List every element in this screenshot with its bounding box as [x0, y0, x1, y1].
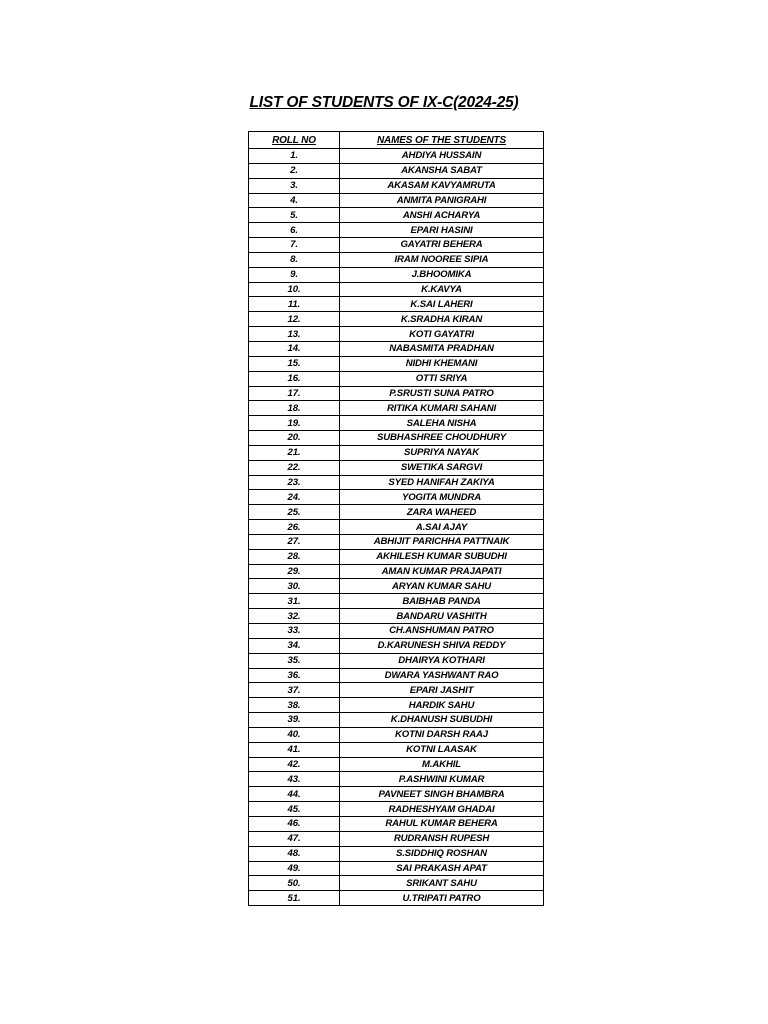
- table-row: [249, 416, 544, 431]
- table-header-row: [249, 132, 544, 149]
- table-row: [249, 149, 544, 164]
- roll-no-cell: 49.: [249, 861, 340, 876]
- student-name-cell: J.BHOOMIKA: [340, 267, 544, 282]
- table-row: [249, 267, 544, 282]
- student-name-cell: SAI PRAKASH APAT: [340, 861, 544, 876]
- roll-no-cell: 21.: [249, 445, 340, 460]
- student-name-cell: AHDIYA HUSSAIN: [340, 149, 544, 164]
- document-title: LIST OF STUDENTS OF IX-C(2024-25): [249, 94, 519, 111]
- student-name-cell: GAYATRI BEHERA: [340, 238, 544, 253]
- roll-no-cell: 10.: [249, 282, 340, 297]
- students-table-body: [249, 149, 544, 906]
- student-name-cell: KOTI GAYATRI: [340, 327, 544, 342]
- table-row: [249, 713, 544, 728]
- roll-no-cell: 33.: [249, 624, 340, 639]
- table-row: [249, 341, 544, 356]
- student-name-cell: YOGITA MUNDRA: [340, 490, 544, 505]
- student-name-cell: AMAN KUMAR PRAJAPATI: [340, 564, 544, 579]
- table-row: [249, 386, 544, 401]
- roll-no-cell: 12.: [249, 312, 340, 327]
- roll-no-cell: 13.: [249, 327, 340, 342]
- table-row: [249, 787, 544, 802]
- roll-no-cell: 26.: [249, 520, 340, 535]
- table-row: [249, 252, 544, 267]
- roll-no-cell: 9.: [249, 267, 340, 282]
- roll-no-cell: 45.: [249, 802, 340, 817]
- student-name-cell: OTTI SRIYA: [340, 371, 544, 386]
- table-row: [249, 564, 544, 579]
- student-name-cell: RADHESHYAM GHADAI: [340, 802, 544, 817]
- roll-no-cell: 22.: [249, 460, 340, 475]
- student-name-cell: ABHIJIT PARICHHA PATTNAIK: [340, 534, 544, 549]
- student-name-cell: S.SIDDHIQ ROSHAN: [340, 846, 544, 861]
- table-row: [249, 163, 544, 178]
- table-row: [249, 579, 544, 594]
- roll-no-cell: 11.: [249, 297, 340, 312]
- table-row: [249, 490, 544, 505]
- table-row: [249, 549, 544, 564]
- roll-no-cell: 20.: [249, 431, 340, 446]
- roll-no-cell: 23.: [249, 475, 340, 490]
- table-row: [249, 534, 544, 549]
- roll-no-cell: 14.: [249, 341, 340, 356]
- table-row: [249, 223, 544, 238]
- student-name-cell: KOTNI LAASAK: [340, 742, 544, 757]
- student-name-cell: NIDHI KHEMANI: [340, 356, 544, 371]
- student-name-cell: EPARI JASHIT: [340, 683, 544, 698]
- roll-no-cell: 43.: [249, 772, 340, 787]
- student-name-cell: ZARA WAHEED: [340, 505, 544, 520]
- table-row: [249, 742, 544, 757]
- student-name-cell: RITIKA KUMARI SAHANI: [340, 401, 544, 416]
- student-name-cell: HARDIK SAHU: [340, 698, 544, 713]
- roll-no-cell: 47.: [249, 831, 340, 846]
- student-name-cell: U.TRIPATI PATRO: [340, 891, 544, 906]
- table-row: [249, 178, 544, 193]
- roll-no-cell: 16.: [249, 371, 340, 386]
- student-name-cell: ANSHI ACHARYA: [340, 208, 544, 223]
- student-name-cell: K.DHANUSH SUBUDHI: [340, 713, 544, 728]
- student-name-cell: DHAIRYA KOTHARI: [340, 653, 544, 668]
- table-row: [249, 816, 544, 831]
- roll-no-cell: 7.: [249, 238, 340, 253]
- student-name-cell: RUDRANSH RUPESH: [340, 831, 544, 846]
- table-row: [249, 520, 544, 535]
- table-row: [249, 638, 544, 653]
- table-row: [249, 445, 544, 460]
- roll-no-cell: 50.: [249, 876, 340, 891]
- roll-no-cell: 25.: [249, 505, 340, 520]
- student-name-cell: KOTNI DARSH RAAJ: [340, 727, 544, 742]
- student-name-cell: M.AKHIL: [340, 757, 544, 772]
- roll-no-cell: 19.: [249, 416, 340, 431]
- student-name-cell: SWETIKA SARGVI: [340, 460, 544, 475]
- roll-no-cell: 51.: [249, 891, 340, 906]
- student-name-cell: NABASMITA PRADHAN: [340, 341, 544, 356]
- table-row: [249, 698, 544, 713]
- student-name-cell: SUPRIYA NAYAK: [340, 445, 544, 460]
- table-row: [249, 757, 544, 772]
- student-name-cell: SRIKANT SAHU: [340, 876, 544, 891]
- student-name-cell: AKHILESH KUMAR SUBUDHI: [340, 549, 544, 564]
- roll-no-cell: 4.: [249, 193, 340, 208]
- roll-no-cell: 31.: [249, 594, 340, 609]
- table-row: [249, 238, 544, 253]
- student-name-cell: AKANSHA SABAT: [340, 163, 544, 178]
- table-row: [249, 624, 544, 639]
- student-name-cell: K.SAI LAHERI: [340, 297, 544, 312]
- roll-no-cell: 38.: [249, 698, 340, 713]
- student-name-cell: CH.ANSHUMAN PATRO: [340, 624, 544, 639]
- student-name-cell: DWARA YASHWANT RAO: [340, 668, 544, 683]
- table-row: [249, 327, 544, 342]
- roll-no-cell: 30.: [249, 579, 340, 594]
- student-name-cell: SYED HANIFAH ZAKIYA: [340, 475, 544, 490]
- roll-no-cell: 29.: [249, 564, 340, 579]
- student-name-cell: PAVNEET SINGH BHAMBRA: [340, 787, 544, 802]
- roll-no-cell: 18.: [249, 401, 340, 416]
- table-row: [249, 193, 544, 208]
- student-name-header: NAMES OF THE STUDENTS: [340, 132, 544, 149]
- student-name-cell: P.ASHWINI KUMAR: [340, 772, 544, 787]
- table-row: [249, 609, 544, 624]
- table-row: [249, 802, 544, 817]
- table-row: [249, 683, 544, 698]
- table-row: [249, 668, 544, 683]
- student-name-cell: K.SRADHA KIRAN: [340, 312, 544, 327]
- roll-no-cell: 17.: [249, 386, 340, 401]
- table-row: [249, 594, 544, 609]
- table-row: [249, 475, 544, 490]
- table-row: [249, 282, 544, 297]
- student-name-cell: ANMITA PANIGRAHI: [340, 193, 544, 208]
- student-name-cell: SALEHA NISHA: [340, 416, 544, 431]
- roll-no-cell: 32.: [249, 609, 340, 624]
- roll-no-cell: 15.: [249, 356, 340, 371]
- student-name-cell: IRAM NOOREE SIPIA: [340, 252, 544, 267]
- table-row: [249, 772, 544, 787]
- roll-no-cell: 2.: [249, 163, 340, 178]
- roll-no-cell: 40.: [249, 727, 340, 742]
- roll-no-cell: 34.: [249, 638, 340, 653]
- roll-no-cell: 8.: [249, 252, 340, 267]
- student-name-cell: A.SAI AJAY: [340, 520, 544, 535]
- student-name-cell: RAHUL KUMAR BEHERA: [340, 816, 544, 831]
- table-row: [249, 431, 544, 446]
- table-row: [249, 460, 544, 475]
- table-row: [249, 727, 544, 742]
- roll-no-cell: 41.: [249, 742, 340, 757]
- roll-no-cell: 27.: [249, 534, 340, 549]
- roll-no-cell: 6.: [249, 223, 340, 238]
- table-row: [249, 371, 544, 386]
- student-name-cell: AKASAM KAVYAMRUTA: [340, 178, 544, 193]
- table-row: [249, 208, 544, 223]
- table-row: [249, 861, 544, 876]
- table-row: [249, 505, 544, 520]
- student-name-cell: P.SRUSTI SUNA PATRO: [340, 386, 544, 401]
- table-row: [249, 297, 544, 312]
- roll-no-cell: 3.: [249, 178, 340, 193]
- student-name-cell: SUBHASHREE CHOUDHURY: [340, 431, 544, 446]
- roll-no-cell: 1.: [249, 149, 340, 164]
- table-row: [249, 846, 544, 861]
- roll-no-cell: 24.: [249, 490, 340, 505]
- roll-no-cell: 42.: [249, 757, 340, 772]
- roll-no-cell: 35.: [249, 653, 340, 668]
- table-row: [249, 831, 544, 846]
- student-name-cell: BAIBHAB PANDA: [340, 594, 544, 609]
- roll-no-cell: 48.: [249, 846, 340, 861]
- roll-no-cell: 28.: [249, 549, 340, 564]
- roll-no-cell: 44.: [249, 787, 340, 802]
- roll-no-cell: 5.: [249, 208, 340, 223]
- table-row: [249, 653, 544, 668]
- roll-no-header: ROLL NO: [249, 132, 340, 149]
- roll-no-cell: 46.: [249, 816, 340, 831]
- student-name-cell: D.KARUNESH SHIVA REDDY: [340, 638, 544, 653]
- students-table: [248, 131, 544, 906]
- table-row: [249, 356, 544, 371]
- table-row: [249, 876, 544, 891]
- student-name-cell: K.KAVYA: [340, 282, 544, 297]
- roll-no-cell: 39.: [249, 713, 340, 728]
- student-name-cell: EPARI HASINI: [340, 223, 544, 238]
- table-row: [249, 312, 544, 327]
- roll-no-cell: 37.: [249, 683, 340, 698]
- table-row: [249, 891, 544, 906]
- roll-no-cell: 36.: [249, 668, 340, 683]
- table-row: [249, 401, 544, 416]
- student-name-cell: BANDARU VASHITH: [340, 609, 544, 624]
- student-name-cell: ARYAN KUMAR SAHU: [340, 579, 544, 594]
